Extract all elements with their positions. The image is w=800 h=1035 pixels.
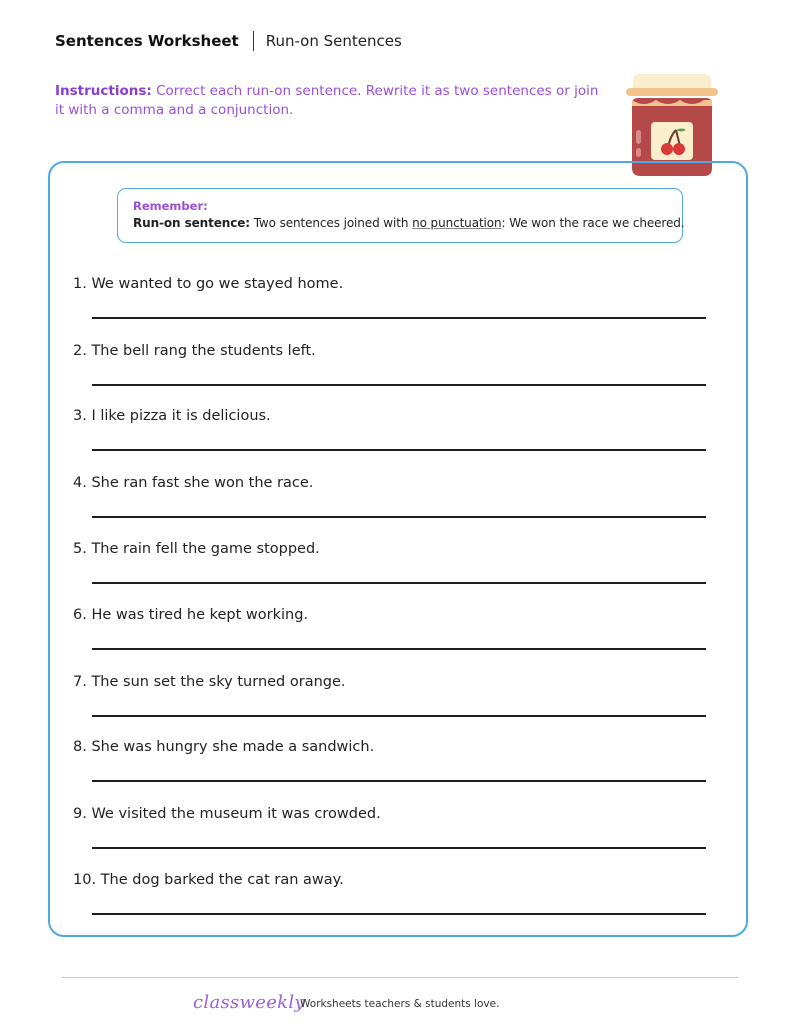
remember-box [117,188,683,243]
jar-label [651,122,693,160]
exercise-item [73,341,713,361]
brand-logo: classweekly [193,992,305,1013]
remember-term: Run-on sentence: [133,216,250,230]
instructions [55,82,610,120]
header-divider [253,31,254,51]
jar-band [626,88,718,96]
exercise-item [73,473,713,493]
exercise-item [73,274,713,294]
answer-line[interactable] [92,582,706,584]
exercise-item [73,672,713,692]
answer-line[interactable] [92,847,706,849]
sentence-text: 6. He was tired he kept working. [73,607,309,623]
sentence-text: 2. The bell rang the students left. [73,343,316,359]
exercise-item [73,737,713,757]
answer-line[interactable] [92,913,706,915]
instructions-label: Instructions: [55,83,152,99]
answer-line[interactable] [92,780,706,782]
remember-underlined: no punctuation [412,216,502,230]
exercise-item [73,406,713,426]
sentence-text: 9. We visited the museum it was crowded. [73,806,381,822]
remember-definition [133,214,685,233]
answer-line[interactable] [92,317,706,319]
exercise-item [73,539,713,559]
exercise-item [73,605,713,625]
sentence-text: 7. The sun set the sky turned orange. [73,674,346,690]
remember-text-after: : We won the race we cheered. [501,216,685,230]
worksheet-header [55,30,402,52]
answer-line[interactable] [92,449,706,451]
remember-text-before: Two sentences joined with [253,216,409,230]
instructions-text: Correct each run-on sentence. Rewrite it as two sentences or join it with a comma and a conjunction. [55,83,599,118]
sentence-text: 8. She was hungry she made a sandwich. [73,739,375,755]
sentence-text: 5. The rain fell the game stopped. [73,541,320,557]
answer-line[interactable] [92,384,706,386]
worksheet-subtitle: Run-on Sentences [265,32,402,50]
sentence-text: 10. The dog barked the cat ran away. [73,872,344,888]
sentence-text: 3. I like pizza it is delicious. [73,408,271,424]
cherry-left [661,143,673,155]
footer-tagline: Worksheets teachers & students love. [300,998,500,1010]
answer-line[interactable] [92,516,706,518]
exercise-item [73,870,713,890]
footer-divider [62,977,738,978]
jar-shine [636,130,641,144]
cherry-right [673,143,685,155]
jar-shine-small [636,148,641,157]
exercise-item [73,804,713,824]
worksheet-title: Sentences Worksheet [55,32,239,50]
sentence-text: 4. She ran fast she won the race. [73,475,314,491]
answer-line[interactable] [92,648,706,650]
remember-title: Remember: [133,199,208,213]
answer-line[interactable] [92,715,706,717]
sentence-text: 1. We wanted to go we stayed home. [73,276,344,292]
